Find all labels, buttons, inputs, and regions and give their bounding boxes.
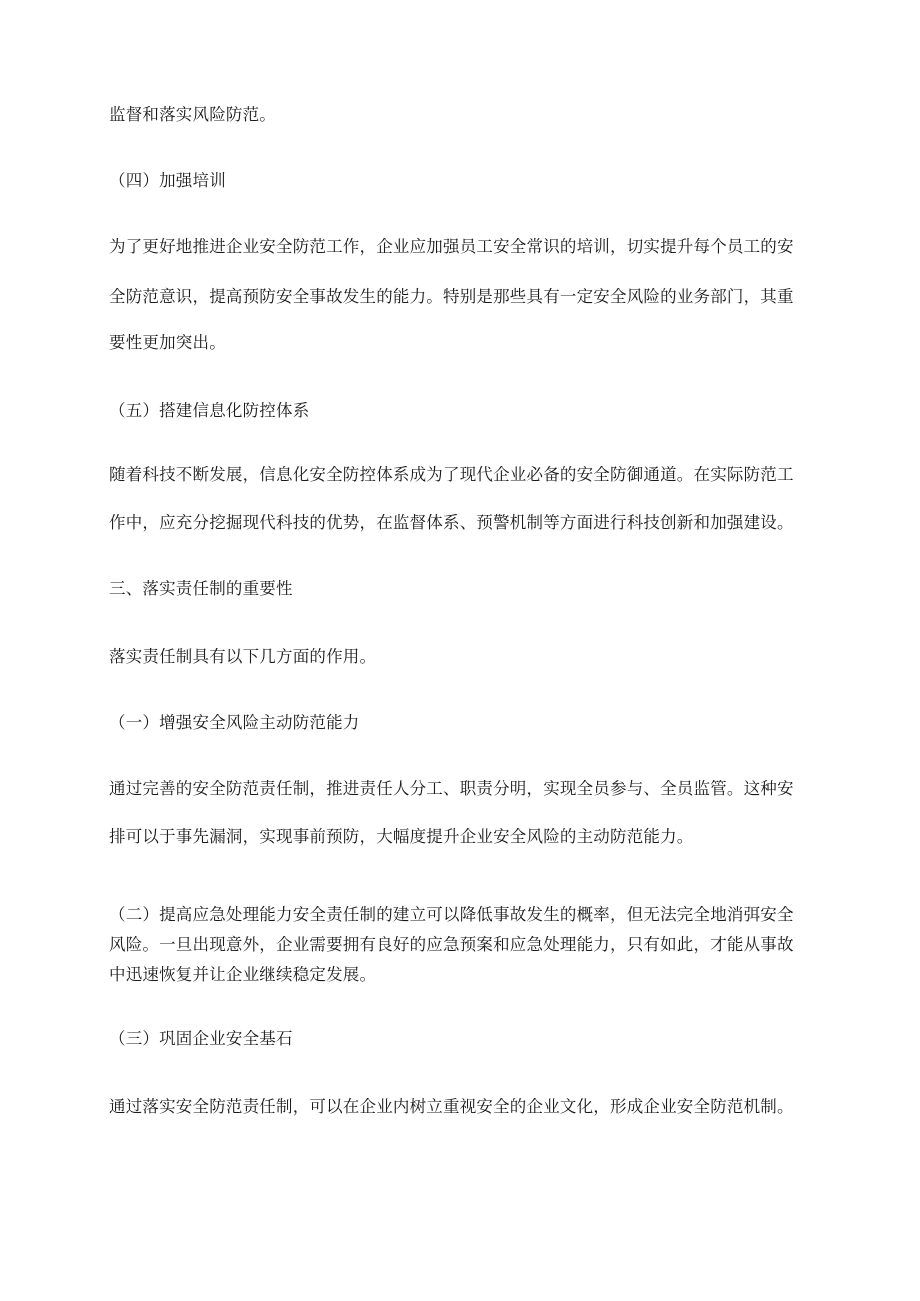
paragraph-line: （二）提高应急处理能力安全责任制的建立可以降低事故发生的概率，但无法完全地消弭安全 [109,905,794,924]
paragraph-line: 全防范意识，提高预防安全事故发生的能力。特别是那些具有一定安全风险的业务部门，其重 [109,287,794,306]
paragraph-line: 通过完善的安全防范责任制，推进责任人分工、职责分明，实现全员参与、全员监管。这种安 [109,779,794,798]
paragraph-line: 作中，应充分挖掘现代科技的优势，在监督体系、预警机制等方面进行科技创新和加强建设。 [109,513,794,532]
paragraph-line: 随着科技不断发展，信息化安全防控体系成为了现代企业必备的安全防御通道。在实际防范工 [109,465,794,484]
section-heading-5: （五）搭建信息化防控体系 [109,401,310,420]
paragraph-line: 为了更好地推进企业安全防范工作，企业应加强员工安全常识的培训，切实提升每个员工的安 [109,237,794,256]
paragraph-line: 风险。一旦出现意外，企业需要拥有良好的应急预案和应急处理能力，只有如此，才能从事故 [109,935,794,954]
section-heading-4: （四）加强培训 [109,171,226,190]
paragraph-line: 排可以于事先漏洞，实现事前预防，大幅度提升企业安全风险的主动防范能力。 [109,827,694,846]
section-heading-3: （三）巩固企业安全基石 [109,1029,293,1048]
paragraph-line: 通过落实安全防范责任制，可以在企业内树立重视安全的企业文化，形成企业安全防范机制。 [109,1097,794,1116]
section-heading-1: （一）增强安全风险主动防范能力 [109,713,360,732]
paragraph-line: 落实责任制具有以下几方面的作用。 [109,647,377,666]
paragraph-line: 中迅速恢复并让企业继续稳定发展。 [109,965,377,984]
chapter-heading-3: 三、落实责任制的重要性 [109,579,293,598]
paragraph-line: 监督和落实风险防范。 [109,105,276,124]
paragraph-line: 要性更加突出。 [109,333,226,352]
